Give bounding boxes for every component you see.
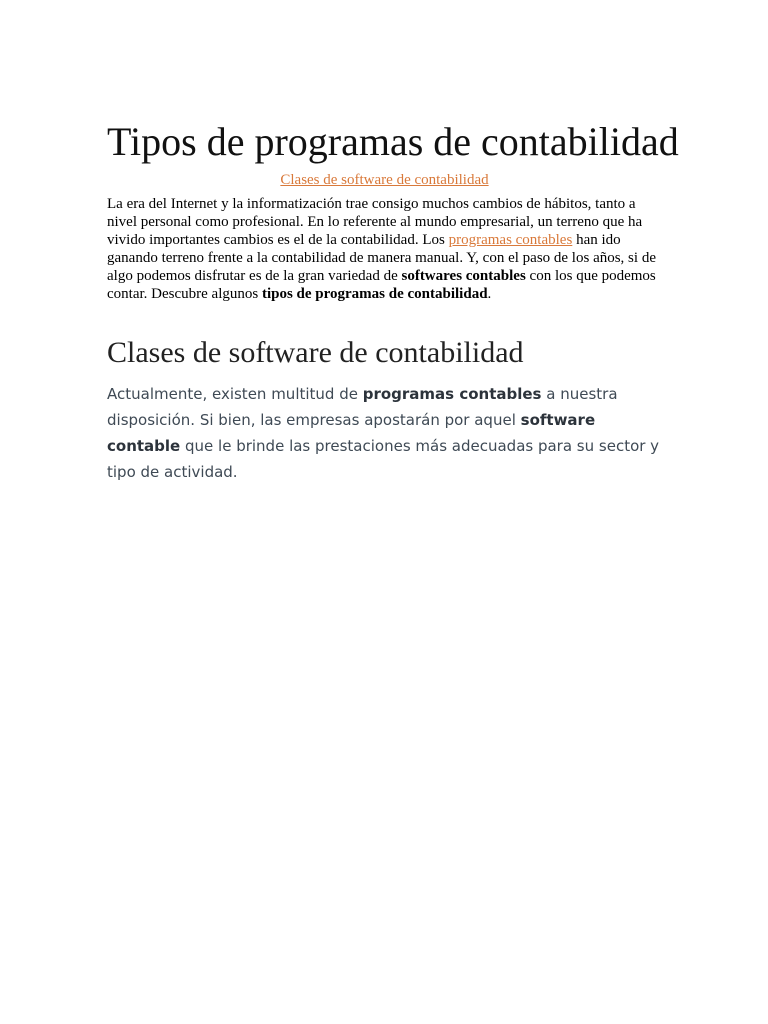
section-heading: Clases de software de contabilidad bbox=[107, 336, 524, 369]
section-bold-software-contable: software contable bbox=[107, 411, 596, 455]
intro-text-2: han ido ganando terreno frente a la contabilidad de manera manual. Y, con el paso de los años, si de algo podemos disfrutar es de la gran variedad de bbox=[107, 232, 656, 284]
section-bold-programas-contables: programas contables bbox=[362, 385, 542, 403]
intro-paragraph bbox=[107, 195, 662, 303]
section-text-1: Actualmente, existen multitud de bbox=[107, 385, 363, 403]
page-title: Tipos de programas de contabilidad bbox=[107, 119, 679, 164]
programas-contables-link[interactable]: programas contables bbox=[448, 232, 573, 248]
table-of-contents bbox=[107, 171, 662, 189]
intro-bold-tipos-de-programas: tipos de programas de contabilidad bbox=[261, 286, 488, 302]
intro-text-4: . bbox=[487, 286, 492, 302]
toc-link-clases-de-software[interactable]: Clases de software de contabilidad bbox=[280, 172, 489, 188]
section-text-3: que le brinde las prestaciones más adecuadas para su sector y tipo de actividad. bbox=[107, 437, 660, 481]
article bbox=[107, 118, 679, 485]
intro-text-1: La era del Internet y la informatización trae consigo muchos cambios de hábitos, tanto a nivel personal como profesional. En lo referente al mundo empresarial, un terreno que ha vivido importantes cambios es el de la contabilidad. Los bbox=[107, 196, 643, 248]
section-text-2: a nuestra disposición. Si bien, las empresas apostarán por aquel bbox=[107, 385, 618, 429]
intro-bold-softwares-contables: softwares contables bbox=[401, 268, 526, 284]
section-paragraph bbox=[107, 381, 662, 485]
intro-text-3: con los que podemos contar. Descubre algunos bbox=[107, 268, 656, 302]
